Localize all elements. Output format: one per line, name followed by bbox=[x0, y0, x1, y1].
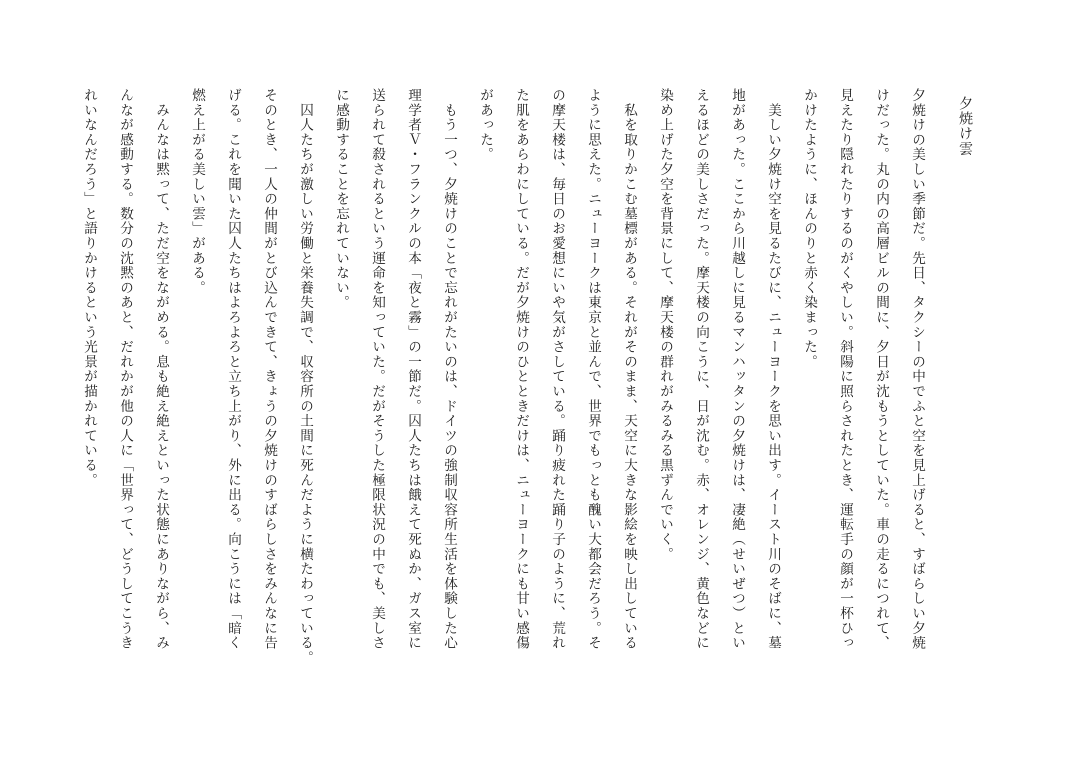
text-line-6: 地があった。ここから川越しに見るマンハッタンの夕焼けは、凄絶（せいぜつ）とい bbox=[729, 88, 745, 651]
text-line-9: 私を取りかこむ墓標がある。それがそのまま、天空に大きな影絵を映し出している bbox=[621, 88, 637, 651]
text-line-21: 燃え上がる美しい雲」がある。 bbox=[189, 88, 205, 296]
text-line-24: れいなんだろう」と語りかけるという光景が描かれている。 bbox=[81, 88, 97, 488]
text-line-19: そのとき、一人の仲間がとび込んできて、きょうの夕焼けのすばらしさをみんなに告 bbox=[261, 88, 277, 651]
document-title: 夕焼け雲 bbox=[957, 96, 973, 157]
text-line-2: けだった。丸の内の高層ビルの間に、夕日が沈もうとしていた。車の走るにつれて、 bbox=[873, 88, 889, 651]
text-line-20: げる。これを聞いた囚人たちはよろよろと立ち上がり、外に出る。向こうには「暗く bbox=[225, 88, 241, 651]
text-line-7: えるほどの美しさだった。摩天楼の向こうに、日が沈む。赤、オレンジ、黄色などに bbox=[693, 88, 709, 651]
text-line-3: 見えたり隠れたりするのがくやしい。斜陽に照らされたとき、運転手の顔が一杯ひっ bbox=[837, 88, 853, 651]
text-line-11: の摩天楼は、毎日のお愛想にいや気がさしている。踊り疲れた踊り子のように、荒れ bbox=[549, 88, 565, 651]
text-line-12: た肌をあらわにしている。だが夕焼けのひとときだけは、ニューヨークにも甘い感傷 bbox=[513, 88, 529, 651]
text-line-15: 理学者Ｖ・フランクルの本「夜と霧」の一節だ。囚人たちは餓えて死ぬか、ガス室に bbox=[405, 88, 421, 651]
text-line-23: んなが感動する。数分の沈黙のあと、だれかが他の人に「世界って、どうしてこうき bbox=[117, 88, 133, 651]
text-line-14: もう一つ、夕焼けのことで忘れがたいのは、ドイツの強制収容所生活を体験した心 bbox=[441, 88, 457, 651]
text-line-4: かけたように、ほんのりと赤く染まった。 bbox=[801, 88, 817, 370]
text-line-17: に感動することを忘れていない。 bbox=[333, 88, 349, 310]
text-line-5: 美しい夕焼け空を見るたびに、ニューヨークを思い出す。イースト川のそばに、墓 bbox=[765, 88, 781, 651]
text-line-16: 送られて殺されるという運命を知っていた。だがそうした極限状況の中でも、美しさ bbox=[369, 88, 385, 651]
text-line-1: 夕焼けの美しい季節だ。先日、タクシーの中でふと空を見上げると、すばらしい夕焼 bbox=[909, 88, 925, 651]
text-line-8: 染め上げた夕空を背景にして、摩天楼の群れがみるみる黒ずんでいく。 bbox=[657, 88, 673, 562]
text-line-22: みんなは黙って、ただ空をながめる。息も絶え絶えといった状態にありながら、み bbox=[153, 88, 169, 651]
text-line-10: ように思えた。ニューヨークは東京と並んで、世界でもっとも醜い大都会だろう。そ bbox=[585, 88, 601, 651]
text-line-13: があった。 bbox=[477, 88, 493, 162]
text-line-18: 囚人たちが激しい労働と栄養失調で、収容所の土間に死んだように横たわっている。 bbox=[297, 88, 313, 666]
